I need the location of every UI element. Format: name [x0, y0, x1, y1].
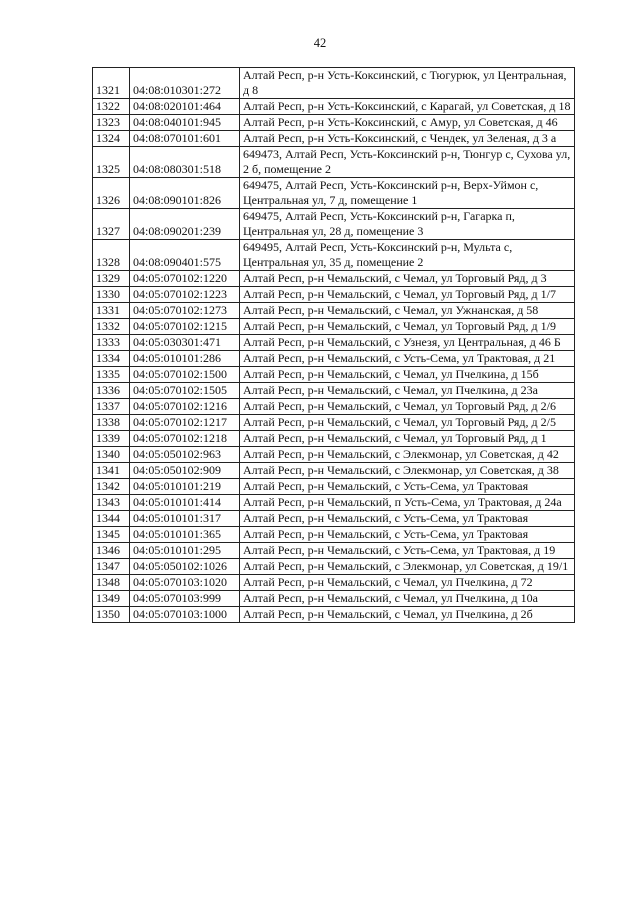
table-row — [93, 543, 575, 559]
table-row — [93, 463, 575, 479]
address-cell: Алтай Респ, р-н Чемальский, с Чемал, ул Ужнанская, д 58 — [240, 303, 575, 319]
row-number-cell: 1332 — [93, 319, 130, 335]
cadastral-number-cell: 04:05:010101:414 — [130, 495, 240, 511]
table-row — [93, 479, 575, 495]
table-row — [93, 527, 575, 543]
cadastral-number-cell: 04:08:090101:826 — [130, 178, 240, 209]
table-row — [93, 351, 575, 367]
cadastral-number-cell: 04:05:070102:1216 — [130, 399, 240, 415]
table-row — [93, 131, 575, 147]
table-row — [93, 447, 575, 463]
row-number-cell: 1349 — [93, 591, 130, 607]
cadastral-number-cell: 04:08:070101:601 — [130, 131, 240, 147]
cadastral-number-cell: 04:05:070102:1220 — [130, 271, 240, 287]
row-number-cell: 1329 — [93, 271, 130, 287]
address-cell: Алтай Респ, р-н Чемальский, с Чемал, ул Торговый Ряд, д 2/6 — [240, 399, 575, 415]
address-cell: Алтай Респ, р-н Чемальский, с Чемал, ул Пчелкина, д 15б — [240, 367, 575, 383]
address-cell: Алтай Респ, р-н Чемальский, с Чемал, ул Торговый Ряд, д 1/9 — [240, 319, 575, 335]
cadastral-number-cell: 04:05:070102:1218 — [130, 431, 240, 447]
row-number-cell: 1342 — [93, 479, 130, 495]
cadastral-number-cell: 04:05:010101:295 — [130, 543, 240, 559]
row-number-cell: 1325 — [93, 147, 130, 178]
row-number-cell: 1336 — [93, 383, 130, 399]
table-row — [93, 383, 575, 399]
address-cell: Алтай Респ, р-н Чемальский, с Чемал, ул Торговый Ряд, д 1 — [240, 431, 575, 447]
address-cell: Алтай Респ, р-н Чемальский, с Чемал, ул Пчелкина, д 23а — [240, 383, 575, 399]
table-row — [93, 495, 575, 511]
address-cell: Алтай Респ, р-н Чемальский, с Узнезя, ул Центральная, д 46 Б — [240, 335, 575, 351]
table-row — [93, 431, 575, 447]
row-number-cell: 1335 — [93, 367, 130, 383]
cadastral-number-cell: 04:05:070103:999 — [130, 591, 240, 607]
address-cell: Алтай Респ, р-н Чемальский, с Чемал, ул Торговый Ряд, д 1/7 — [240, 287, 575, 303]
address-cell: Алтай Респ, р-н Чемальский, с Элекмонар, ул Советская, д 19/1 — [240, 559, 575, 575]
row-number-cell: 1338 — [93, 415, 130, 431]
row-number-cell: 1322 — [93, 99, 130, 115]
row-number-cell: 1350 — [93, 607, 130, 623]
table-row — [93, 68, 575, 99]
address-cell: Алтай Респ, р-н Чемальский, с Чемал, ул Пчелкина, д 2б — [240, 607, 575, 623]
table-row — [93, 607, 575, 623]
address-cell: Алтай Респ, р-н Усть-Коксинский, с Тюгурюк, ул Центральная, д 8 — [240, 68, 575, 99]
row-number-cell: 1323 — [93, 115, 130, 131]
address-cell: Алтай Респ, р-н Чемальский, с Усть-Сема, ул Трактовая, д 19 — [240, 543, 575, 559]
table-row — [93, 178, 575, 209]
row-number-cell: 1341 — [93, 463, 130, 479]
table-row — [93, 240, 575, 271]
table-row — [93, 559, 575, 575]
row-number-cell: 1326 — [93, 178, 130, 209]
cadastral-number-cell: 04:05:070102:1217 — [130, 415, 240, 431]
row-number-cell: 1321 — [93, 68, 130, 99]
row-number-cell: 1334 — [93, 351, 130, 367]
address-cell: Алтай Респ, р-н Усть-Коксинский, с Чендек, ул Зеленая, д 3 а — [240, 131, 575, 147]
row-number-cell: 1324 — [93, 131, 130, 147]
cadastral-number-cell: 04:08:090201:239 — [130, 209, 240, 240]
cadastral-number-cell: 04:05:070103:1000 — [130, 607, 240, 623]
row-number-cell: 1340 — [93, 447, 130, 463]
cadastral-number-cell: 04:05:070102:1273 — [130, 303, 240, 319]
table-row — [93, 209, 575, 240]
page-number: 42 — [313, 36, 327, 50]
cadastral-number-cell: 04:05:010101:219 — [130, 479, 240, 495]
cadastral-number-cell: 04:08:080301:518 — [130, 147, 240, 178]
address-cell: Алтай Респ, р-н Чемальский, с Элекмонар, ул Советская, д 42 — [240, 447, 575, 463]
row-number-cell: 1333 — [93, 335, 130, 351]
cadastral-number-cell: 04:05:010101:317 — [130, 511, 240, 527]
property-registry-table — [92, 67, 575, 623]
table-row — [93, 147, 575, 178]
row-number-cell: 1345 — [93, 527, 130, 543]
cadastral-number-cell: 04:05:070102:1505 — [130, 383, 240, 399]
table-row — [93, 99, 575, 115]
address-cell: 649495, Алтай Респ, Усть-Коксинский р-н, Мульта с, Центральная ул, 35 д, помещение 2 — [240, 240, 575, 271]
row-number-cell: 1328 — [93, 240, 130, 271]
address-cell: 649475, Алтай Респ, Усть-Коксинский р-н, Верх-Уймон с, Центральная ул, 7 д, помещение 1 — [240, 178, 575, 209]
row-number-cell: 1346 — [93, 543, 130, 559]
row-number-cell: 1339 — [93, 431, 130, 447]
table-row — [93, 367, 575, 383]
table-row — [93, 271, 575, 287]
cadastral-number-cell: 04:08:020101:464 — [130, 99, 240, 115]
cadastral-number-cell: 04:05:050102:963 — [130, 447, 240, 463]
address-cell: 649475, Алтай Респ, Усть-Коксинский р-н, Гагарка п, Центральная ул, 28 д, помещение 3 — [240, 209, 575, 240]
cadastral-number-cell: 04:08:040101:945 — [130, 115, 240, 131]
cadastral-number-cell: 04:05:070102:1500 — [130, 367, 240, 383]
address-cell: 649473, Алтай Респ, Усть-Коксинский р-н, Тюнгур с, Сухова ул, 2 б, помещение 2 — [240, 147, 575, 178]
table-body — [93, 68, 575, 623]
table-row — [93, 575, 575, 591]
address-cell: Алтай Респ, р-н Чемальский, п Усть-Сема, ул Трактовая, д 24а — [240, 495, 575, 511]
row-number-cell: 1348 — [93, 575, 130, 591]
cadastral-number-cell: 04:08:090401:575 — [130, 240, 240, 271]
table-row — [93, 335, 575, 351]
cadastral-number-cell: 04:05:050102:1026 — [130, 559, 240, 575]
table-row — [93, 399, 575, 415]
row-number-cell: 1347 — [93, 559, 130, 575]
address-cell: Алтай Респ, р-н Чемальский, с Усть-Сема, ул Трактовая — [240, 527, 575, 543]
address-cell: Алтай Респ, р-н Чемальский, с Усть-Сема, ул Трактовая — [240, 511, 575, 527]
row-number-cell: 1337 — [93, 399, 130, 415]
table-row — [93, 591, 575, 607]
address-cell: Алтай Респ, р-н Чемальский, с Усть-Сема, ул Трактовая, д 21 — [240, 351, 575, 367]
address-cell: Алтай Респ, р-н Усть-Коксинский, с Амур, ул Советская, д 46 — [240, 115, 575, 131]
address-cell: Алтай Респ, р-н Чемальский, с Чемал, ул Торговый Ряд, д 2/5 — [240, 415, 575, 431]
row-number-cell: 1344 — [93, 511, 130, 527]
cadastral-number-cell: 04:05:010101:286 — [130, 351, 240, 367]
address-cell: Алтай Респ, р-н Чемальский, с Усть-Сема, ул Трактовая — [240, 479, 575, 495]
row-number-cell: 1327 — [93, 209, 130, 240]
cadastral-number-cell: 04:05:070103:1020 — [130, 575, 240, 591]
table-row — [93, 415, 575, 431]
cadastral-number-cell: 04:05:070102:1223 — [130, 287, 240, 303]
table-row — [93, 319, 575, 335]
address-cell: Алтай Респ, р-н Чемальский, с Чемал, ул Пчелкина, д 10а — [240, 591, 575, 607]
row-number-cell: 1330 — [93, 287, 130, 303]
address-cell: Алтай Респ, р-н Усть-Коксинский, с Карагай, ул Советская, д 18 — [240, 99, 575, 115]
address-cell: Алтай Респ, р-н Чемальский, с Элекмонар, ул Советская, д 38 — [240, 463, 575, 479]
table-row — [93, 287, 575, 303]
address-cell: Алтай Респ, р-н Чемальский, с Чемал, ул Торговый Ряд, д 3 — [240, 271, 575, 287]
row-number-cell: 1331 — [93, 303, 130, 319]
table-row — [93, 303, 575, 319]
table-row — [93, 511, 575, 527]
cadastral-number-cell: 04:05:070102:1215 — [130, 319, 240, 335]
address-cell: Алтай Респ, р-н Чемальский, с Чемал, ул Пчелкина, д 72 — [240, 575, 575, 591]
cadastral-number-cell: 04:08:010301:272 — [130, 68, 240, 99]
cadastral-number-cell: 04:05:050102:909 — [130, 463, 240, 479]
row-number-cell: 1343 — [93, 495, 130, 511]
table-row — [93, 115, 575, 131]
cadastral-number-cell: 04:05:010101:365 — [130, 527, 240, 543]
cadastral-number-cell: 04:05:030301:471 — [130, 335, 240, 351]
